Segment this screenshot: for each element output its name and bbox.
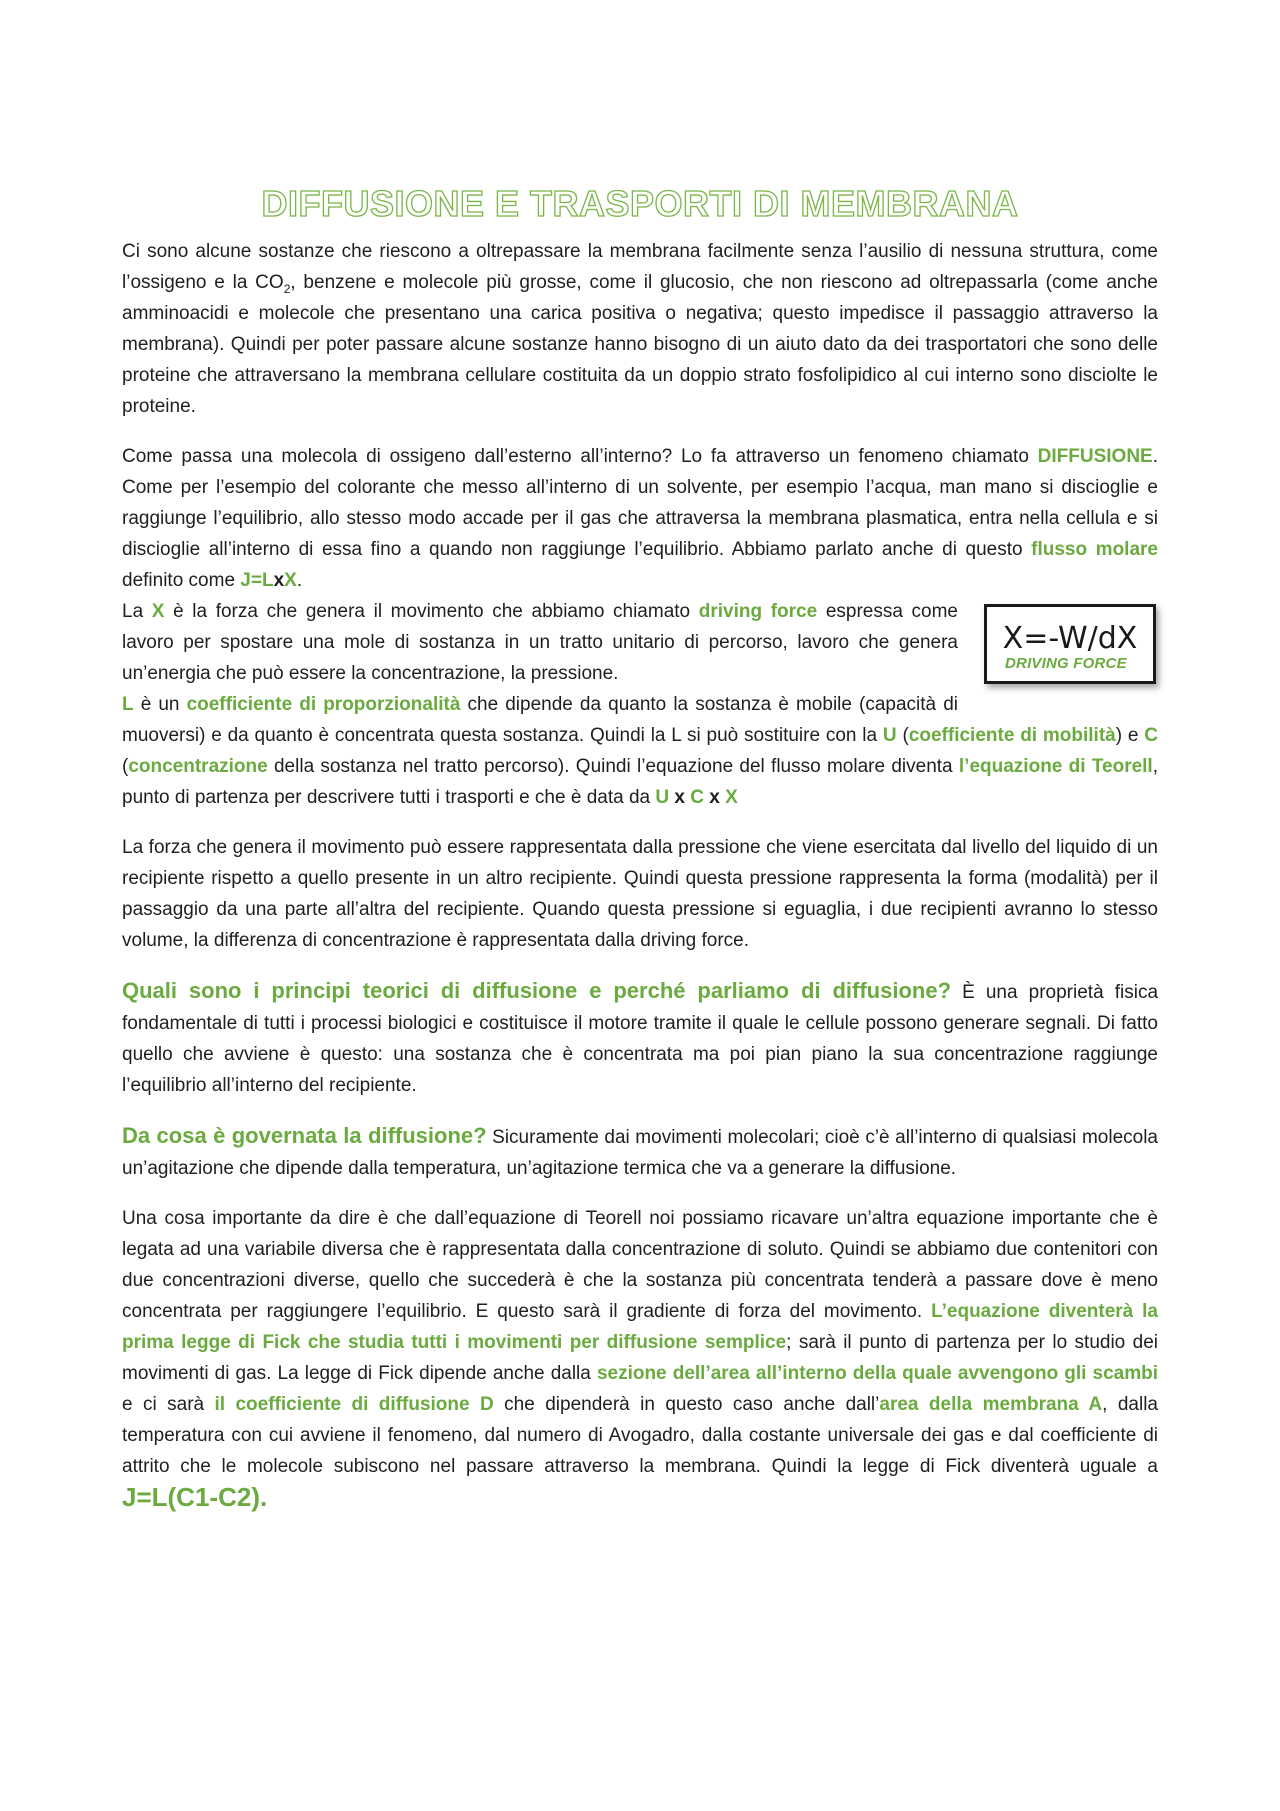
paragraph-pressure [122, 832, 1158, 956]
text: ( [896, 725, 909, 746]
fick-law-formula: J=L(C1-C2). [122, 1482, 268, 1512]
text: è un [133, 694, 187, 715]
highlight-term: l’equazione di Teorell [958, 756, 1153, 777]
highlight-term: flusso molare [1031, 539, 1158, 560]
highlight-formula: X [725, 787, 738, 808]
driving-force-formula-box [984, 604, 1156, 684]
text: ) e [1115, 725, 1145, 746]
driving-force-section [122, 596, 1158, 813]
formula-operator: x [703, 787, 726, 808]
paragraph-fick [122, 1203, 1158, 1516]
text: della sostanza nel tratto percorso). Quindi l’equazione del flusso molare diventa [267, 756, 959, 777]
text: , punto di partenza per descrivere tutti i trasporti e che è data da [122, 756, 1158, 808]
text: Una cosa importante da dire è che dall’equazione di Teorell noi possiamo ricavare un’altra equazione importante che è legata ad una variabile diversa che è rappresentata dalla concentrazione di soluto. Quindi se abbiamo due contenitori con due concentrazioni diverse, quello che succederà è che la sostanza più concentrata tenderà a passare dove è meno concentrata per raggiungere l’equilibrio. E questo sarà il gradiente di forza del movimento. [122, 1208, 1158, 1322]
highlight-term: coefficiente di proporzionalità [186, 694, 461, 715]
highlight-term: X [151, 601, 165, 622]
text: . Come per l’esempio del colorante che messo all’interno di un solvente, per esempio l’acqua, man mano si discioglie e raggiunge l’equilibrio, allo stesso modo accade per il gas che attraversa la membrana plasmatica, entra nella cellula e si discioglie all’interno di essa fino a quando non raggiunge l’equilibrio. Abbiamo parlato anche di questo [122, 446, 1158, 560]
text: definito come [122, 570, 241, 591]
text: Ci sono alcune sostanze che riescono a oltrepassare la membrana facilmente senza l’ausilio di nessuna struttura, come l’ossigeno e la CO [122, 241, 1158, 293]
paragraph-diffusion [122, 441, 1158, 596]
text: è la forza che genera il movimento che abbiamo chiamato [164, 601, 699, 622]
text: . [296, 570, 303, 591]
text: Sicuramente dai movimenti molecolari; cioè c’è all’interno di qualsiasi molecola un’agitazione che dipende dalla temperatura, un’agitazione termica che va a generare la diffusione. [122, 1127, 1158, 1179]
highlight-term: area della membrana A [879, 1394, 1103, 1415]
text: e ci sarà [122, 1394, 215, 1415]
highlight-term: L’equazione diventerà la prima legge di Fick che studia tutti i movimenti per diffusione semplice [122, 1301, 1159, 1353]
paragraph-governed [122, 1120, 1158, 1184]
formula-operator: x [669, 787, 691, 808]
page-title: DIFFUSIONE E TRASPORTI DI MEMBRANA [261, 183, 1019, 224]
highlight-formula: J=L [240, 570, 274, 591]
highlight-formula: C [690, 787, 704, 808]
highlight-term: U [882, 725, 897, 746]
text: , dalla temperatura con cui avviene il fenomeno, dal numero di Avogadro, dalla costante universale dei gas e dal coefficiente di attrito che le molecole subiscono nel passare attraverso la membrana. Quindi la legge di Fick diventerà uguale a [122, 1394, 1159, 1477]
paragraph-intro [122, 236, 1158, 422]
text: Come passa una molecola di ossigeno dall’esterno all’interno? Lo fa attraverso un fenomeno chiamato [122, 446, 1038, 467]
text: espressa come lavoro per spostare una mole di sostanza in un tratto unitario di percorso, lavoro che genera un’energia che può essere la concentrazione, la pressione. [122, 601, 959, 684]
section-question: Quali sono i principi teorici di diffusione e perché parliamo di diffusione? [122, 978, 952, 1003]
text: che dipende da quanto la sostanza è mobile (capacità di muoversi) e da quanto è concentrata questa sostanza. Quindi la L si può sostituire con la [122, 694, 958, 746]
text: È una proprietà fisica fondamentale di tutti i processi biologici e costituisce il motore tramite il quale le cellule possono generare segnali. Di fatto quello che avviene è questo: una sostanza che è concentrata ma poi pian piano la sua concentrazione raggiunge l’equilibrio all’interno del recipiente. [122, 982, 1159, 1096]
formula-operator: x [273, 570, 285, 591]
paragraph-coefficient [122, 689, 1158, 813]
highlight-term: il coefficiente di diffusione D [214, 1394, 494, 1415]
highlight-term: C [1144, 725, 1158, 746]
paragraph-principles [122, 975, 1158, 1101]
text: La forza che genera il movimento può essere rappresentata dalla pressione che viene esercitata dal livello del liquido di un recipiente rispetto a quello presente in un altro recipiente. Quindi questa pressione rappresenta la forma (modalità) per il passaggio da una parte all’altra del recipiente. Quando questa pressione si eguaglia, i due recipienti avranno lo stesso volume, la differenza di concentrazione è rappresentata dalla driving force. [122, 837, 1158, 951]
text: ; sarà il punto di partenza per lo studio dei movimenti di gas. La legge di Fick dipende anche dalla [122, 1332, 1158, 1384]
highlight-formula: X [284, 570, 297, 591]
text: che dipenderà in questo caso anche dall’ [493, 1394, 880, 1415]
formula-equation: X=-W/dX [1002, 621, 1138, 656]
formula-caption: DRIVING FORCE [1005, 655, 1127, 672]
highlight-formula: U [655, 787, 670, 808]
highlight-term: DIFFUSIONE [1037, 446, 1153, 467]
text: , benzene e molecole più grosse, come il glucosio, che non riescono ad oltrepassarla (come anche amminoacidi e molecole che presentano una carica positiva o negativa; questo impedisce il passaggio attraverso la membrana). Quindi per poter passare alcune sostanze hanno bisogno di un aiuto dato da dei trasportatori che sono delle proteine che attraversano la membrana cellulare costituita da un doppio strato fosfolipidico al cui interno sono disciolte le proteine. [122, 272, 1158, 417]
text: ( [122, 756, 129, 777]
subscript: 2 [283, 281, 291, 296]
highlight-term: sezione dell’area all’interno della quale avvengono gli scambi [596, 1363, 1158, 1384]
highlight-term: L [122, 694, 134, 715]
text: La [122, 601, 152, 622]
document-body [122, 236, 1158, 1535]
highlight-term: concentrazione [128, 756, 268, 777]
highlight-term: driving force [698, 601, 818, 622]
section-question: Da cosa è governata la diffusione? [122, 1123, 487, 1148]
highlight-term: coefficiente di mobilità [908, 725, 1116, 746]
